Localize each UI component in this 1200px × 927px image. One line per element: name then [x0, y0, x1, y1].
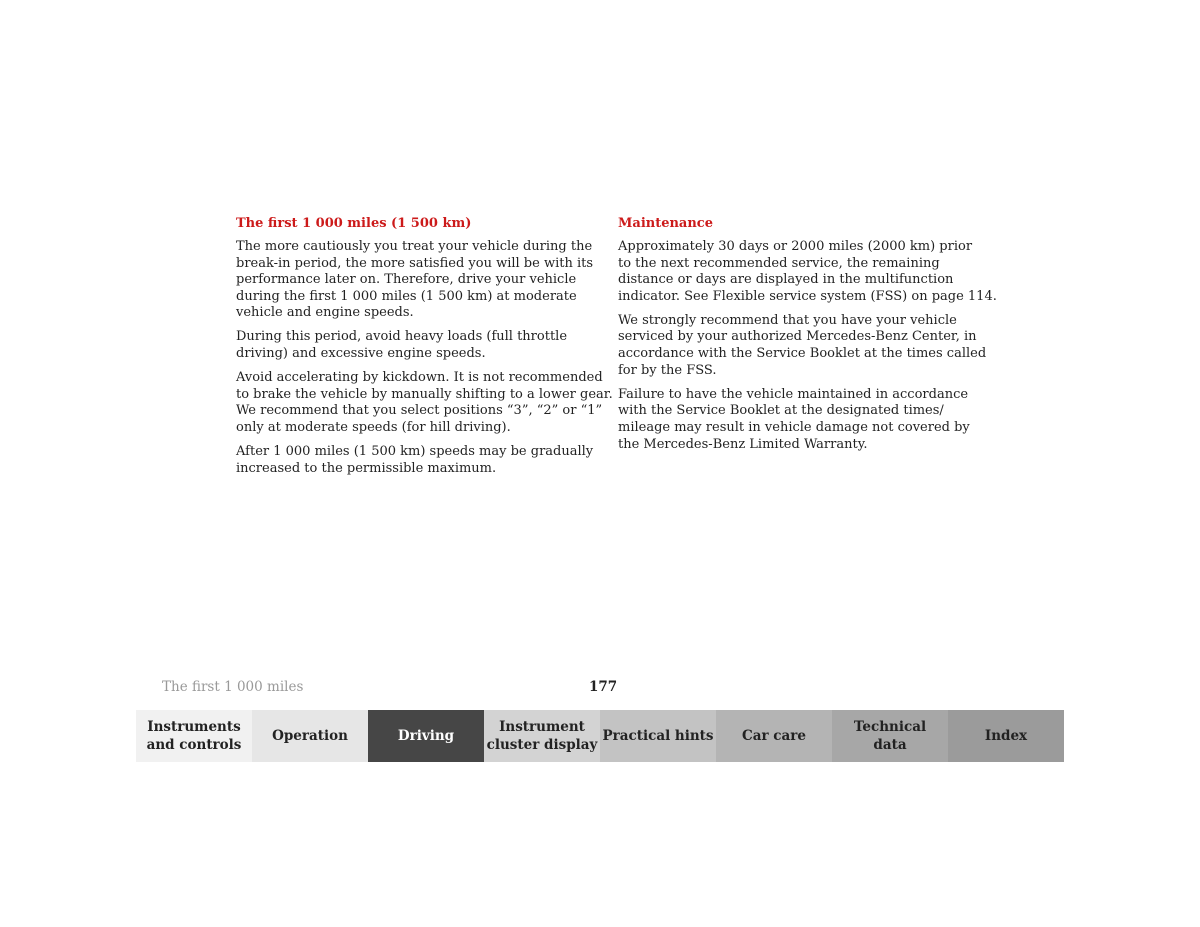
left-body	[236, 239, 613, 477]
nav-tab-label: Practical hints	[602, 728, 714, 744]
text-line: The more cautiously you treat your vehicle during the	[236, 239, 593, 254]
paragraph	[236, 239, 606, 322]
nav-tab-label: Operation	[272, 728, 348, 744]
nav-tab-instrument-cluster-display[interactable]	[484, 710, 600, 762]
nav-tab-label: Instrument cluster display	[486, 719, 598, 753]
paragraph	[618, 387, 988, 453]
text-line: mileage may result in vehicle damage not covered by	[618, 419, 970, 435]
nav-tab-label: Car care	[742, 728, 806, 744]
right-column	[618, 215, 997, 461]
section-heading-first-miles: The first 1 000 miles (1 500 km)	[236, 216, 472, 231]
nav-tab-technical-data[interactable]	[832, 710, 948, 762]
nav-tab-operation[interactable]	[252, 710, 368, 762]
text-line: break-in period, the more satisfied you will be with its	[236, 255, 594, 271]
text-line: to brake the vehicle by manually shifting to a lower gear.	[236, 386, 613, 402]
right-body	[618, 239, 997, 453]
text-line: After 1 000 miles (1 500 km) speeds may be gradually	[236, 444, 594, 460]
page-number: 177	[589, 679, 618, 695]
section-heading-maintenance: Maintenance	[618, 216, 713, 231]
chapter-nav	[136, 710, 1064, 762]
text-line: to the next recommended service, the remaining	[618, 255, 940, 271]
paragraph	[236, 370, 613, 436]
nav-tab-label: Driving	[397, 728, 455, 744]
text-line: Failure to have the vehicle maintained in accordance	[618, 386, 969, 402]
text-line: vehicle and engine speeds.	[236, 305, 414, 321]
text-line: distance or days are displayed in the multifunction	[618, 272, 954, 288]
paragraph	[618, 313, 988, 379]
text-line: We strongly recommend that you have your vehicle	[618, 312, 957, 328]
text-line: During this period, avoid heavy loads (full throttle	[236, 329, 568, 345]
text-line: We recommend that you select positions “3”, “2” or “1”	[236, 403, 603, 419]
text-line: accordance with the Service Booklet at the times called	[618, 346, 987, 362]
text-line: increased to the permissible maximum.	[236, 460, 497, 476]
left-column	[236, 215, 613, 485]
nav-tab-instruments-and-controls[interactable]	[136, 710, 252, 762]
paragraph	[236, 329, 606, 362]
nav-tab-label: Technical data	[853, 719, 927, 753]
text-line: indicator. See Flexible service system (FSS) on page 114.	[618, 288, 997, 304]
footer-section-title: The first 1 000 miles	[162, 679, 304, 695]
text-line: only at moderate speeds (for hill driving).	[236, 419, 511, 435]
nav-tab-car-care[interactable]	[716, 710, 832, 762]
text-line: Approximately 30 days or 2000 miles (2000 km) prior	[618, 239, 973, 254]
nav-tab-practical-hints[interactable]	[600, 710, 716, 762]
nav-tab-index[interactable]	[948, 710, 1064, 762]
paragraph	[236, 444, 606, 477]
paragraph	[618, 239, 997, 305]
nav-tab-label: Index	[984, 728, 1028, 744]
text-line: with the Service Booklet at the designated times/	[618, 403, 944, 419]
text-line: driving) and excessive engine speeds.	[236, 346, 486, 362]
text-line: Avoid accelerating by kickdown. It is not recommended	[236, 370, 603, 386]
text-line: performance later on. Therefore, drive your vehicle	[236, 272, 577, 288]
text-line: serviced by your authorized Mercedes-Benz Center, in	[618, 329, 977, 345]
text-line: the Mercedes-Benz Limited Warranty.	[618, 436, 868, 452]
text-line: during the first 1 000 miles (1 500 km) at moderate	[236, 288, 577, 304]
nav-tab-driving[interactable]	[368, 710, 484, 762]
text-line: for by the FSS.	[618, 362, 717, 378]
nav-tab-label: Instruments and controls	[146, 719, 242, 753]
